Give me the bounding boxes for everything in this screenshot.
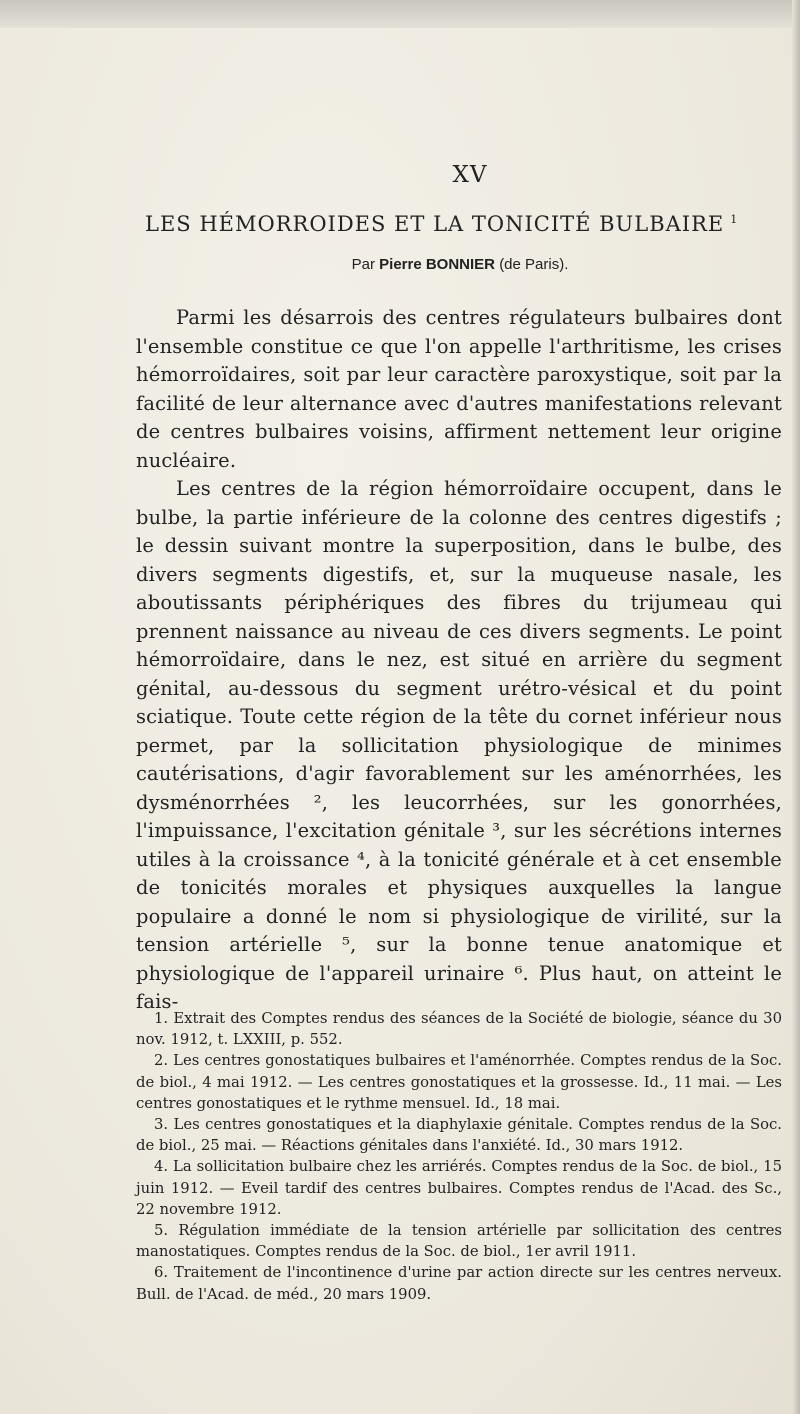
chapter-number: XV: [452, 162, 488, 188]
byline-suffix: (de Paris).: [499, 256, 569, 273]
article-body: [136, 304, 782, 1017]
footnote: 1. Extrait des Comptes rendus des séances de la Société de biologie, séance du 30 nov. 1912, t. LXXIII, p. 552.: [136, 1010, 782, 1049]
article-title-text: LES HÉMORROIDES ET LA TONICITÉ BULBAIRE: [145, 212, 725, 236]
footnote: 2. Les centres gonostatiques bulbaires et l'aménorrhée. Comptes rendus de la Soc. de biol., 4 mai 1912. — Les centres gonostatiques et la grossesse. Id., 11 mai. — Les centres gonostatiques et le rythme mensuel. Id., 18 mai.: [136, 1052, 782, 1112]
page-right-edge: [792, 0, 800, 1414]
article-title: [145, 212, 785, 236]
byline-author: Pierre BONNIER: [379, 256, 496, 273]
paragraph: Parmi les désarrois des centres régulateurs bulbaires dont l'ensemble constitue ce que l'on appelle l'arthritisme, les crises hémorroïdaires, soit par leur caractère paroxystique, soit par la facilité de leur alternance avec d'autres manifestations relevant de centres bulbaires voisins, affirment nettement leur origine nucléaire.: [136, 306, 782, 472]
footnotes: [136, 1008, 782, 1305]
footnote: 6. Traitement de l'incontinence d'urine par action directe sur les centres nerveux. Bull. de l'Acad. de méd., 20 mars 1909.: [136, 1264, 782, 1303]
paragraph: Les centres de la région hémorroïdaire occupent, dans le bulbe, la partie inférieure de la colonne des centres digestifs ; le dessin suivant montre la superposition, dans le bulbe, des divers segments digestifs, et, sur la muqueuse nasale, les aboutissants périphériques des fibres du trijumeau qui prennent naissance au niveau de ces divers segments. Le point hémorroïdaire, dans le nez, est situé en arrière du segment génital, au-dessous du segment urétro-vésical et du point sciatique. Toute cette région de la tête du cornet inférieur nous permet, par la sollicitation physiologique de minimes cautérisations, d'agir favorablement sur les aménorrhées, les dysménorrhées ², les leucorrhées, sur les gonorrhées, l'impuissance, l'excitation génitale ³, sur les sécrétions internes utiles à la croissance ⁴, à la tonicité générale et à cet ensemble de tonicités morales et physiques auxquelles la langue populaire a donné le nom si physiologique de virilité, sur la tension artérielle ⁵, sur la bonne tenue anatomique et physiologique de l'appareil urinaire ⁶. Plus haut, on atteint le fais-: [136, 477, 782, 1013]
footnote: 5. Régulation immédiate de la tension artérielle par sollicitation des centres manostatiques. Comptes rendus de la Soc. de biol., 1er avril 1911.: [136, 1222, 782, 1261]
byline: [0, 256, 800, 273]
page-top-shadow: [0, 0, 800, 28]
footnote: 4. La sollicitation bulbaire chez les arriérés. Comptes rendus de la Soc. de biol., 15 juin 1912. — Eveil tardif des centres bulbaires. Comptes rendus de l'Acad. des Sc., 22 novembre 1912.: [136, 1158, 782, 1218]
byline-prefix: Par: [351, 256, 375, 273]
footnote: 3. Les centres gonostatiques et la diaphylaxie génitale. Comptes rendus de la Soc. de biol., 25 mai. — Réactions génitales dans l'anxiété. Id., 30 mars 1912.: [136, 1116, 782, 1155]
title-footnote-mark: 1: [730, 213, 739, 226]
